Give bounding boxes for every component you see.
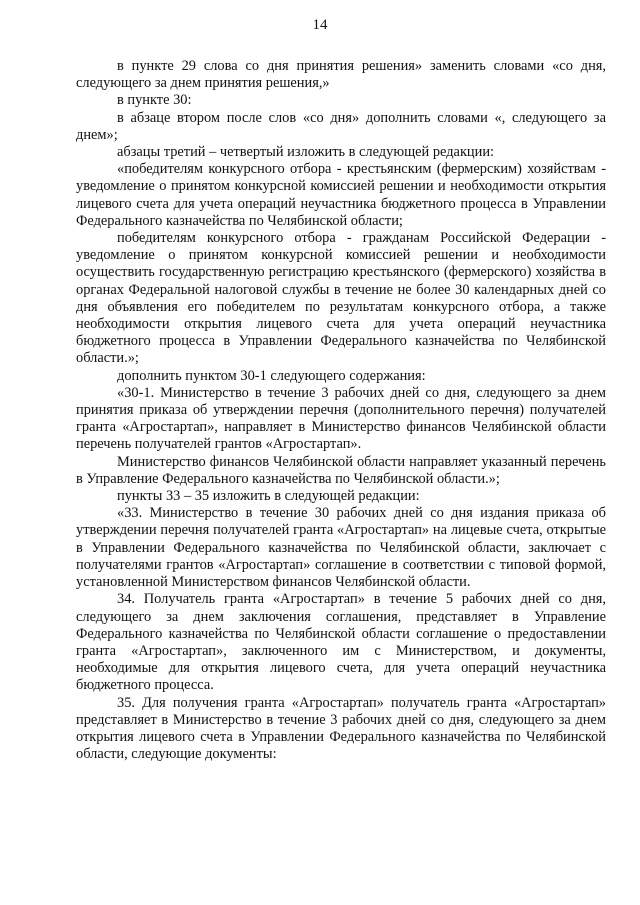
paragraph: «33. Министерство в течение 30 рабочих дней со дня издания приказа об утверждении перечня получателей гранта «Агростартап» на лицевые счета, открытые в Управлении Федерального казначейства по Челябинской области, заключает с получателями грантов «Агростартап» соглашение в соответствии с типовой формой, установленной Министерством финансов Челябинской области. [76,505,606,591]
paragraph: дополнить пунктом 30-1 следующего содержания: [117,367,426,384]
paragraph: в абзаце втором после слов «со дня» дополнить словами «, следующего за днем»; [76,109,606,143]
document-body [76,58,606,763]
paragraph: 34. Получатель гранта «Агростартап» в течение 5 рабочих дней со дня, следующего за днем заключения соглашения, представляет в Управление Федерального казначейства по Челябинской области соглашение о предоставлении гранта «Агростартап», заключенного им с Министерством, и документы, необходимые для открытия лицевого счета, для учета операций неучастника бюджетного процесса. [76,591,606,694]
paragraph: абзацы третий – четвертый изложить в следующей редакции: [117,144,495,161]
paragraph: 35. Для получения гранта «Агростартап» получатель гранта «Агростартап» представляет в Министерство в течение 3 рабочих дней со дня, следующего за днем открытия лицевого счета в Управлении Федерального казначейства по Челябинской области, следующие документы: [76,694,606,763]
paragraph: «30-1. Министерство в течение 3 рабочих дней со дня, следующего за днем принятия приказа об утверждении перечня (дополнительного перечня) получателей гранта «Агростартап», направляет в Министерство финансов Челябинской области перечень получателей грантов «Агростартап». [76,384,606,453]
paragraph: Министерство финансов Челябинской области направляет указанный перечень в Управление Федерального казначейства по Челябинской области.»; [76,453,606,487]
paragraph: победителям конкурсного отбора - гражданам Российской Федерации - уведомление о принятом конкурсной комиссией решении и необходимости осуществить государственную регистрацию крестьянского (фермерского) хозяйства в органах Федеральной налоговой службы в течение не более 30 календарных дней со дня объявления его победителем по результатам конкурсного отбора, а также необходимости открытия лицевого счета для учета операций неучастника бюджетного процесса в Управлении Федерального казначейства по Челябинской области.»; [76,230,606,367]
paragraph: пункты 33 – 35 изложить в следующей редакции: [117,488,420,505]
paragraph: в пункте 30: [117,92,192,109]
paragraph: «победителям конкурсного отбора - крестьянским (фермерским) хозяйствам - уведомление о принятом конкурсной комиссией решении и необходимости открытия лицевого счета для учета операций неучастника бюджетного процесса в Управлении Федерального казначейства по Челябинской области; [76,161,606,229]
paragraph: в пункте 29 слова со дня принятия решения» заменить словами «со дня, следующего за днем принятия решения,» [76,58,606,92]
page-number: 14 [312,17,328,33]
